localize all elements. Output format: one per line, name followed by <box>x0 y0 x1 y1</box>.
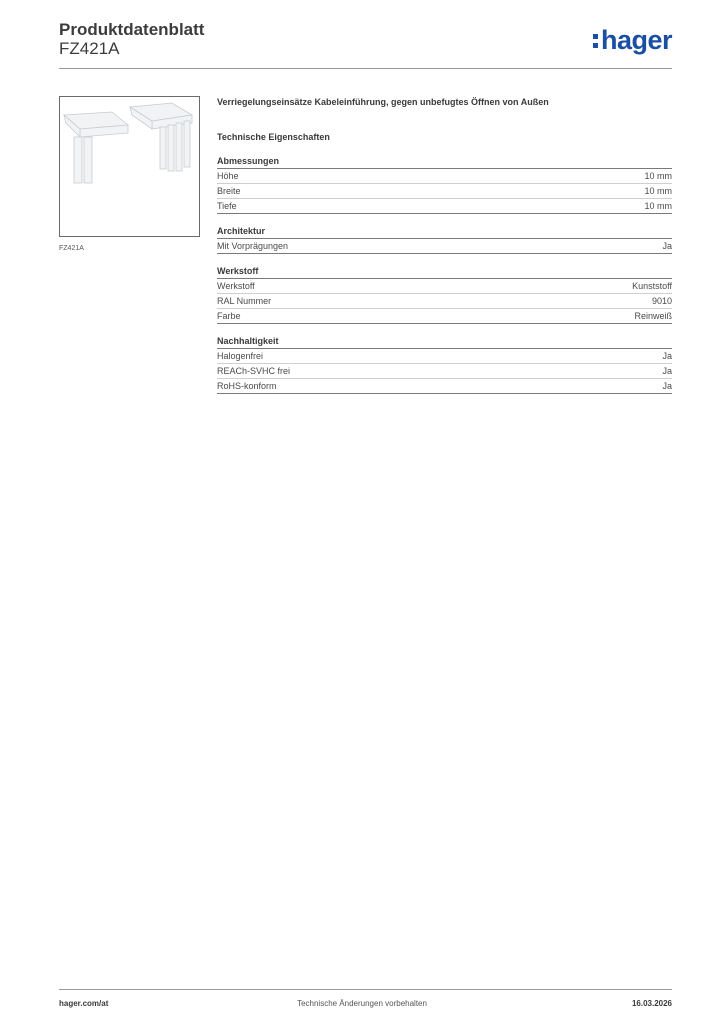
group-title: Abmessungen <box>217 154 672 169</box>
logo-text: hager <box>601 25 673 55</box>
spec-label: Werkstoff <box>217 281 255 291</box>
spec-label: Breite <box>217 186 241 196</box>
footer-date: 16.03.2026 <box>631 999 672 1008</box>
spec-value: Ja <box>662 381 672 391</box>
spec-label: RAL Nummer <box>217 296 272 306</box>
spec-row <box>217 309 672 324</box>
spec-label: REACh-SVHC frei <box>217 366 291 376</box>
spec-row <box>217 184 672 199</box>
spec-value: Kunststoff <box>632 281 672 291</box>
spec-group-sustainability <box>217 334 672 394</box>
spec-value: Reinweiß <box>634 311 672 321</box>
section-heading: Technische Eigenschaften <box>217 132 330 142</box>
spec-group-material <box>217 264 672 324</box>
product-code: FZ421A <box>59 39 120 58</box>
product-image <box>59 96 200 237</box>
spec-row <box>217 294 672 309</box>
spec-label: Tiefe <box>217 201 237 211</box>
spec-label: Höhe <box>217 171 239 181</box>
footer-website-link[interactable]: hager.com/at <box>59 999 109 1008</box>
spec-label: RoHS-konform <box>217 381 277 391</box>
spec-row <box>217 279 672 294</box>
spec-value: 10 mm <box>644 186 672 196</box>
hager-logo <box>593 27 672 54</box>
spec-content <box>217 96 672 394</box>
spec-value: 9010 <box>651 296 672 306</box>
spec-label: Halogenfrei <box>217 351 264 361</box>
spec-row <box>217 364 672 379</box>
group-title: Nachhaltigkeit <box>217 334 672 349</box>
spec-label: Farbe <box>217 311 241 321</box>
logo-colon-icon <box>593 31 599 49</box>
image-caption: FZ421A <box>59 245 84 252</box>
footer-rule <box>59 989 672 990</box>
spec-value: 10 mm <box>644 201 672 211</box>
document-title: Produktdatenblatt <box>59 20 205 39</box>
spec-value: 10 mm <box>644 171 672 181</box>
spec-value: Ja <box>662 351 672 361</box>
group-title: Werkstoff <box>217 264 672 279</box>
spec-group-architecture <box>217 224 672 254</box>
group-title: Architektur <box>217 224 672 239</box>
spec-group-dimensions <box>217 154 672 214</box>
spec-row <box>217 349 672 364</box>
footer-note: Technische Änderungen vorbehalten <box>297 999 427 1008</box>
spec-row <box>217 239 672 254</box>
product-photo <box>60 97 199 236</box>
spec-value: Ja <box>662 241 672 251</box>
spec-label: Mit Vorprägungen <box>217 241 289 251</box>
spec-row <box>217 199 672 214</box>
header-rule <box>59 68 672 69</box>
product-description: Verriegelungseinsätze Kabeleinführung, gegen unbefugtes Öffnen von Außen <box>217 97 549 107</box>
spec-row <box>217 379 672 394</box>
spec-value: Ja <box>662 366 672 376</box>
spec-row <box>217 169 672 184</box>
